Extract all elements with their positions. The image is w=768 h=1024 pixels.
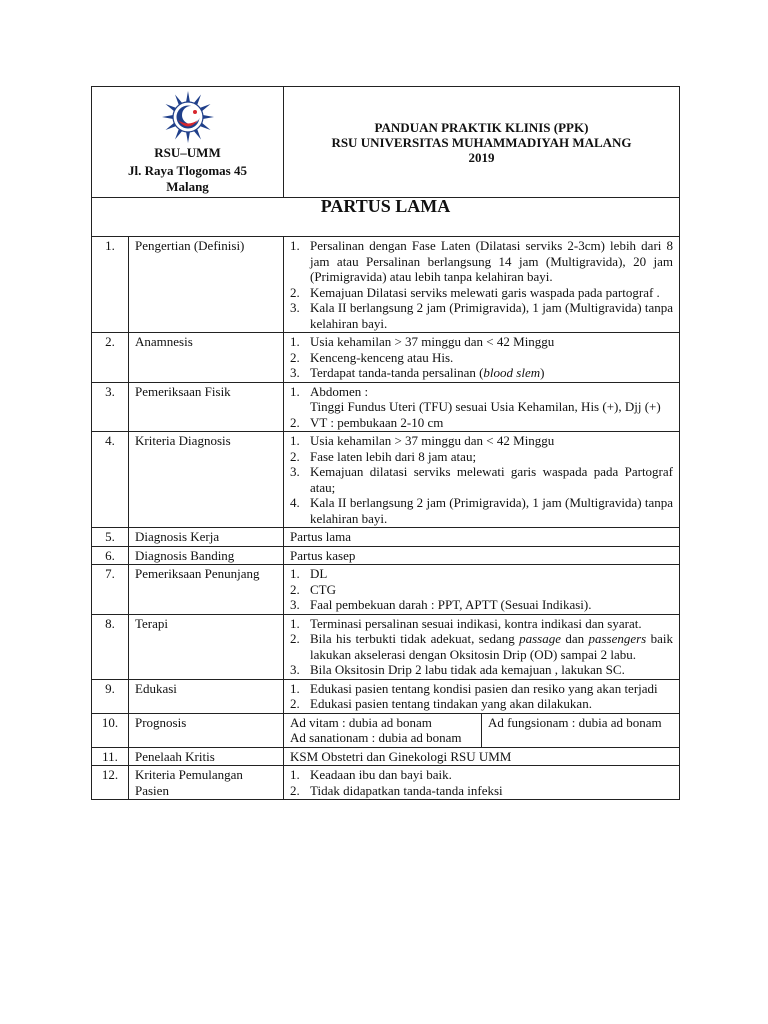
prognosis-cell	[284, 713, 680, 747]
row-value: Partus kasep	[284, 546, 680, 565]
page-title: PARTUS LAMA	[92, 198, 680, 237]
row-label: Diagnosis Banding	[129, 546, 284, 565]
row-number: 10.	[92, 713, 129, 747]
item-number: 4.	[290, 495, 300, 510]
muhammadiyah-sun-logo-icon	[156, 87, 220, 145]
item-text	[310, 582, 673, 598]
prognosis-right	[482, 714, 680, 747]
item-text-main: DL	[310, 566, 328, 581]
item-text	[310, 285, 673, 301]
item-text	[310, 783, 673, 799]
logo-ray	[186, 91, 190, 102]
item-list	[290, 616, 673, 678]
item-text	[310, 767, 673, 783]
item-text	[310, 365, 673, 381]
prognosis-fungsionam: Ad fungsionam : dubia ad bonam	[488, 714, 662, 730]
item-text-main: Terminasi persalinan sesuai indikasi, kontra indikasi dan syarat.	[310, 615, 642, 631]
item-text-main: Kala II berlangsung 2 jam (Primigravida), 1 jam (Multigravida) tanpa kelahiran bayi.	[310, 495, 673, 526]
item-list	[290, 681, 673, 712]
row-number: 7.	[92, 565, 129, 615]
list-item	[290, 767, 673, 783]
item-text-main: Edukasi pasien tentang kondisi pasien dan resiko yang akan terjadi	[310, 680, 658, 696]
header-row	[92, 87, 680, 198]
item-number: 1.	[290, 238, 300, 253]
item-text-main: Fase laten lebih dari 8 jam atau;	[310, 448, 477, 464]
list-item	[290, 334, 673, 350]
table-row	[92, 333, 680, 383]
table-row	[92, 679, 680, 713]
row-label: Pemeriksaan Penunjang	[129, 565, 284, 615]
item-number: 3.	[290, 597, 300, 612]
table-row	[92, 528, 680, 547]
item-number: 2.	[290, 581, 300, 597]
item-text	[310, 696, 673, 712]
row-label: Penelaah Kritis	[129, 747, 284, 766]
hospital-name: RSU–UMM	[154, 145, 221, 160]
item-number: 2.	[290, 696, 300, 711]
doc-title-line-1: PANDUAN PRAKTIK KLINIS (PPK)	[374, 119, 589, 135]
item-list	[290, 334, 673, 381]
logo-ray	[162, 115, 173, 119]
item-text	[310, 566, 673, 582]
row-number: 9.	[92, 679, 129, 713]
item-italic-term: blood slem	[483, 365, 541, 380]
row-number: 2.	[92, 333, 129, 383]
title-row	[92, 198, 680, 237]
prognosis-row	[284, 714, 679, 747]
row-content	[284, 237, 680, 333]
row-label: Prognosis	[129, 713, 284, 747]
item-text	[310, 300, 673, 331]
row-content	[284, 766, 680, 800]
list-item	[290, 433, 673, 449]
row-label: Edukasi	[129, 679, 284, 713]
item-text-part: dan	[561, 631, 589, 646]
item-number: 2.	[290, 284, 300, 300]
row-content	[284, 614, 680, 679]
list-item	[290, 631, 673, 662]
item-text	[310, 384, 673, 415]
item-list	[290, 433, 673, 526]
item-text	[310, 334, 673, 350]
document-heading	[284, 87, 680, 198]
ppk-document	[91, 86, 679, 800]
row-number: 11.	[92, 747, 129, 766]
item-text-main: Usia kehamilan > 37 minggu dan < 42 Minggu	[310, 433, 555, 448]
item-text-main: Edukasi pasien tentang tindakan yang akan dilakukan.	[310, 696, 592, 711]
table-row	[92, 565, 680, 615]
list-item	[290, 597, 673, 613]
item-text-main: Persalinan dengan Fase Laten (Dilatasi serviks 2-3cm) lebih dari 8 jam atau Persalinan berlangsung 14 jam (Multigravida), 20 jam (Primigravida) atau lebih tanpa kelahiran bayi.	[310, 238, 673, 284]
item-text	[310, 433, 673, 449]
item-text-main: Terdapat tanda-tanda persalinan (	[310, 365, 484, 380]
row-content	[284, 382, 680, 432]
item-number: 2.	[290, 631, 300, 646]
row-content	[284, 432, 680, 528]
address-line-1: Jl. Raya Tlogomas 45	[128, 163, 247, 178]
table-row	[92, 766, 680, 800]
item-text-main: Kemajuan dilatasi serviks melewati garis waspada pada Partograf atau;	[310, 464, 673, 495]
item-list	[290, 767, 673, 798]
list-item	[290, 566, 673, 582]
row-number: 12.	[92, 766, 129, 800]
table-row	[92, 713, 680, 747]
row-content	[284, 679, 680, 713]
item-number: 2.	[290, 782, 300, 798]
row-number: 6.	[92, 546, 129, 565]
row-label: Kriteria Pemulangan Pasien	[129, 766, 284, 800]
row-label: Pemeriksaan Fisik	[129, 382, 284, 432]
item-number: 3.	[290, 365, 300, 380]
row-label: Pengertian (Definisi)	[129, 237, 284, 333]
table-row	[92, 747, 680, 766]
item-text-main: VT : pembukaan 2-10 cm	[310, 414, 444, 430]
list-item	[290, 696, 673, 712]
item-list	[290, 566, 673, 613]
item-text	[310, 238, 673, 285]
list-item	[290, 415, 673, 431]
row-number: 8.	[92, 614, 129, 679]
item-text-main: Kemajuan Dilatasi serviks melewati garis waspada pada partograf .	[310, 284, 660, 300]
address-line-2: Malang	[166, 179, 209, 194]
item-text-main: Bila Oksitosin Drip 2 labu tidak ada kemajuan , lakukan SC.	[310, 662, 625, 677]
item-subtext: Tinggi Fundus Uteri (TFU) sesuai Usia Kehamilan, His (+), Djj (+)	[310, 399, 661, 414]
row-number: 4.	[92, 432, 129, 528]
item-number: 3.	[290, 464, 300, 479]
row-value: KSM Obstetri dan Ginekologi RSU UMM	[284, 747, 680, 766]
item-number: 1.	[290, 433, 300, 448]
list-item	[290, 350, 673, 366]
list-item	[290, 449, 673, 465]
item-text-main: CTG	[310, 581, 336, 597]
item-number: 2.	[290, 349, 300, 365]
item-number: 1.	[290, 334, 300, 349]
item-text-main: Kenceng-kenceng atau His.	[310, 349, 454, 365]
prognosis-sanationam: Ad sanationam : dubia ad bonam	[290, 730, 462, 745]
prognosis-left	[284, 714, 482, 747]
item-number: 1.	[290, 680, 300, 696]
item-list	[290, 238, 673, 331]
item-text	[310, 449, 673, 465]
prognosis-table	[284, 714, 679, 747]
item-text-after: )	[540, 365, 545, 380]
row-value: Partus lama	[284, 528, 680, 547]
item-text	[310, 350, 673, 366]
list-item	[290, 616, 673, 632]
list-item	[290, 495, 673, 526]
item-list	[290, 384, 673, 431]
ppk-table	[91, 86, 680, 800]
item-number: 1.	[290, 615, 300, 631]
table-row	[92, 237, 680, 333]
item-text-main: Kala II berlangsung 2 jam (Primigravida), 1 jam (Multigravida) tanpa kelahiran bayi.	[310, 300, 673, 331]
item-text	[310, 681, 673, 697]
item-italic-term: passage	[519, 631, 561, 646]
item-number: 1.	[290, 767, 300, 782]
item-number: 3.	[290, 662, 300, 677]
item-italic-term: passengers	[588, 631, 647, 646]
list-item	[290, 238, 673, 285]
hospital-block	[92, 87, 284, 198]
item-text	[310, 616, 673, 632]
item-text	[310, 415, 673, 431]
row-number: 3.	[92, 382, 129, 432]
row-label: Anamnesis	[129, 333, 284, 383]
list-item	[290, 384, 673, 415]
row-content	[284, 565, 680, 615]
item-text	[310, 597, 673, 613]
logo-ray	[186, 132, 190, 143]
logo-ray	[202, 115, 213, 119]
list-item	[290, 464, 673, 495]
list-item	[290, 582, 673, 598]
item-number: 1.	[290, 566, 300, 581]
item-text	[310, 662, 673, 678]
hospital-address	[92, 163, 283, 197]
item-text-part: baik lakukan akselerasi dengan Oksitosin Drip (OD) sampai 2 labu.	[310, 631, 673, 662]
doc-title-line-2: RSU UNIVERSITAS MUHAMMADIYAH MALANG	[331, 134, 632, 150]
item-text-main: Abdomen :	[310, 383, 369, 399]
doc-year: 2019	[468, 149, 495, 165]
item-text	[310, 464, 673, 495]
row-label: Kriteria Diagnosis	[129, 432, 284, 528]
item-text	[310, 495, 673, 526]
item-text-main: Tidak didapatkan tanda-tanda infeksi	[310, 782, 503, 798]
list-item	[290, 783, 673, 799]
row-number: 5.	[92, 528, 129, 547]
list-item	[290, 662, 673, 678]
table-row	[92, 432, 680, 528]
item-number: 1.	[290, 383, 300, 399]
row-label: Terapi	[129, 614, 284, 679]
table-row	[92, 382, 680, 432]
hospital-logo	[92, 87, 283, 145]
table-row	[92, 614, 680, 679]
list-item	[290, 300, 673, 331]
item-number: 3.	[290, 300, 300, 315]
item-text-main: Usia kehamilan > 37 minggu dan < 42 Minggu	[310, 334, 555, 349]
table-row	[92, 546, 680, 565]
list-item	[290, 365, 673, 381]
item-text-main: Keadaan ibu dan bayi baik.	[310, 767, 452, 782]
row-content	[284, 333, 680, 383]
list-item	[290, 285, 673, 301]
prognosis-vitam: Ad vitam : dubia ad bonam	[290, 714, 432, 730]
row-label: Diagnosis Kerja	[129, 528, 284, 547]
list-item	[290, 681, 673, 697]
item-number: 2.	[290, 448, 300, 464]
row-number: 1.	[92, 237, 129, 333]
item-text-main: Faal pembekuan darah : PPT, APTT (Sesuai Indikasi).	[310, 597, 592, 612]
item-number: 2.	[290, 414, 300, 430]
item-text	[310, 631, 673, 662]
item-text-part: Bila his terbukti tidak adekuat, sedang	[310, 631, 520, 646]
